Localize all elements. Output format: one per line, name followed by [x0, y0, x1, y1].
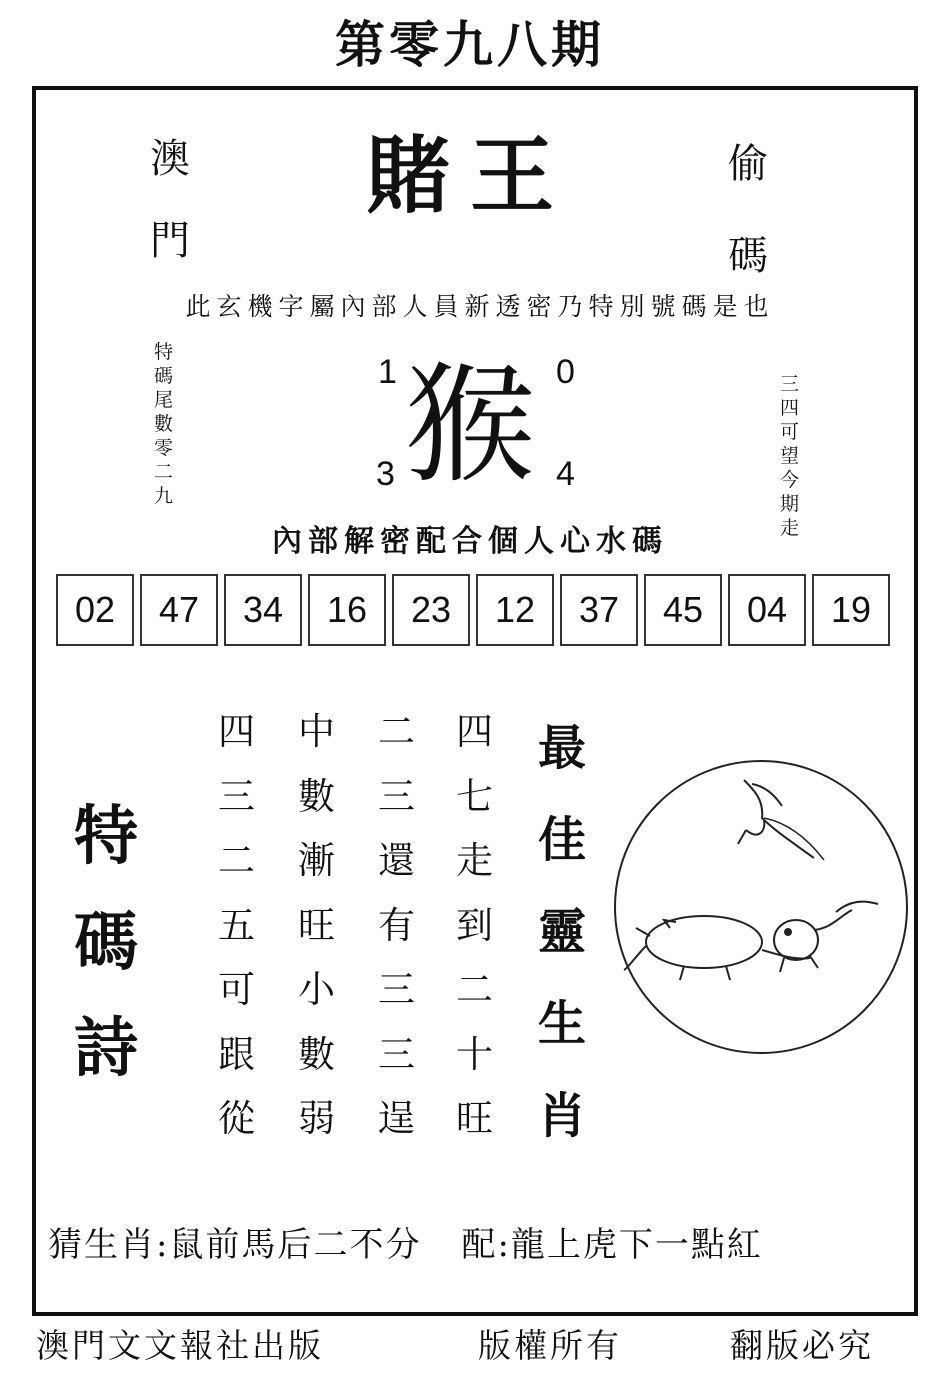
right-vertical-char: 碼 [728, 233, 768, 279]
right-note-char: 今 [780, 469, 800, 491]
right-vertical-char: 偷 [728, 141, 768, 187]
animal-illustration [614, 760, 908, 1054]
issue-number: 第零九八期 [335, 15, 605, 74]
right-note-char: 四 [780, 397, 800, 419]
poem-char: 數 [298, 774, 335, 818]
zodiac-digit: 3 [376, 455, 395, 493]
poem-column [298, 700, 335, 1152]
footer-rights: 版權所有 [478, 1326, 622, 1365]
footer-warning: 翻版必究 [730, 1326, 874, 1365]
left-note-char: 尾 [154, 389, 174, 411]
right-note-char: 三 [780, 373, 800, 395]
poem-title-char: 特 [74, 800, 138, 874]
number-box: 19 [812, 574, 890, 646]
poem-char: 三 [218, 774, 255, 818]
poem-char: 七 [456, 774, 493, 818]
page-title: 賭王 [365, 127, 574, 225]
number-box: 34 [224, 574, 302, 646]
best-char: 靈 [538, 904, 587, 960]
number-box: 37 [560, 574, 638, 646]
right-note-char: 走 [780, 517, 800, 539]
right-note-char: 望 [780, 445, 800, 467]
subtitle: 內部解密配合個人心水碼 [272, 524, 668, 559]
zodiac-digit: 1 [378, 353, 397, 391]
footer-publisher: 澳門文文報社出版 [36, 1326, 324, 1365]
guess-line [48, 1220, 763, 1270]
poem-char: 可 [218, 968, 255, 1011]
poem-column [378, 700, 415, 1152]
left-note-char: 碼 [154, 365, 174, 387]
banner-text: 此玄機字屬內部人員新透密乃特別號碼是也 [185, 292, 775, 321]
right-vertical-label [728, 118, 768, 302]
poem-char: 旺 [456, 1097, 493, 1140]
number-box: 45 [644, 574, 722, 646]
poem-column [456, 700, 493, 1152]
best-char: 佳 [538, 812, 587, 868]
poem-char: 四 [218, 710, 255, 753]
number-box: 02 [56, 574, 134, 646]
poem-column [218, 700, 255, 1152]
poem-char: 中 [298, 710, 335, 753]
left-note-char: 九 [154, 485, 174, 507]
left-note-char: 特 [154, 341, 174, 363]
number-box: 47 [140, 574, 218, 646]
poem-char: 小 [298, 968, 335, 1011]
poem-char: 到 [456, 903, 493, 947]
left-note-char: 零 [154, 437, 174, 459]
monkey-icon [774, 902, 878, 972]
zodiac-digit: 4 [556, 455, 575, 493]
right-note-char: 期 [780, 493, 800, 515]
poem-char: 四 [456, 710, 493, 753]
poem-char: 漸 [298, 839, 335, 882]
guess-left: 猜生肖:鼠前馬后二不分 [48, 1225, 422, 1265]
left-vertical-char: 門 [150, 218, 190, 264]
best-char: 最 [538, 720, 587, 776]
poem-char: 有 [378, 903, 415, 947]
poem-char: 還 [378, 839, 415, 882]
poem-char: 三 [378, 774, 415, 818]
number-row [56, 574, 890, 646]
left-note-char: 數 [154, 413, 174, 435]
number-box: 12 [476, 574, 554, 646]
poem-char: 三 [378, 1032, 415, 1076]
left-note [154, 340, 173, 508]
poem-char: 逞 [378, 1097, 415, 1140]
left-note-char: 二 [154, 461, 174, 483]
right-note [780, 372, 799, 540]
poem-title-char: 詩 [74, 1012, 138, 1086]
poem-char: 三 [378, 968, 415, 1011]
number-box: 16 [308, 574, 386, 646]
poem-char: 弱 [298, 1097, 335, 1140]
right-note-char: 可 [780, 421, 800, 443]
poem-title [74, 784, 138, 1102]
poem-char: 二 [378, 710, 415, 753]
poem-char: 跟 [218, 1032, 255, 1076]
number-box: 04 [728, 574, 806, 646]
poem-char: 旺 [298, 903, 335, 947]
bird-icon [738, 780, 824, 860]
poem-char: 數 [298, 1032, 335, 1076]
best-char: 肖 [538, 1088, 587, 1144]
zodiac-character: 猴 [404, 349, 535, 501]
poem-char: 十 [456, 1032, 493, 1076]
poem-char: 二 [218, 839, 255, 882]
poem-title-char: 碼 [74, 906, 138, 980]
best-zodiac-column [538, 702, 586, 1162]
best-char: 生 [538, 996, 587, 1052]
left-vertical-char: 澳 [150, 136, 190, 182]
poem-char: 走 [456, 839, 493, 882]
poem-char: 五 [218, 903, 255, 947]
zodiac-digit: 0 [556, 353, 575, 391]
guess-right: 配:龍上虎下一點紅 [461, 1225, 763, 1265]
poem-char: 二 [456, 968, 493, 1011]
number-box: 23 [392, 574, 470, 646]
poem-char: 從 [218, 1097, 255, 1140]
